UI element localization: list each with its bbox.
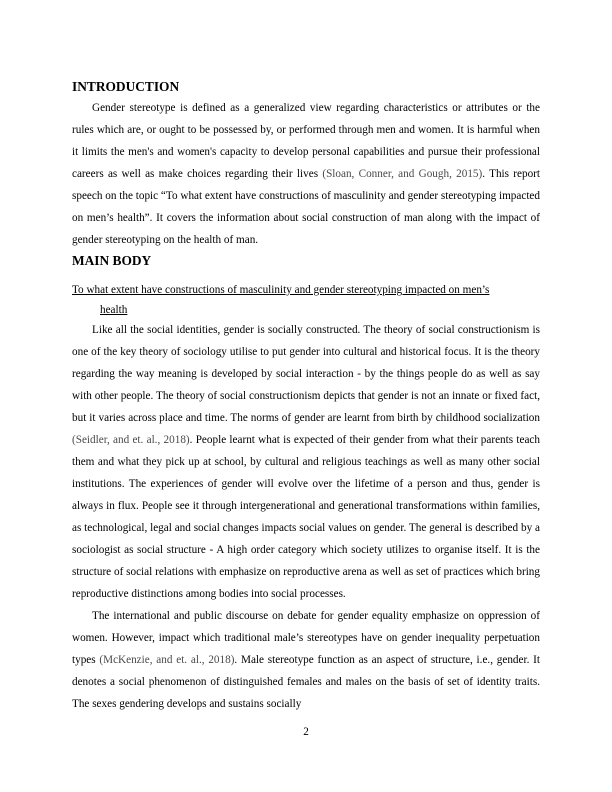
citation-seidler: (Seidler, and et. al., 2018) bbox=[72, 434, 190, 446]
introduction-paragraph bbox=[72, 97, 540, 251]
gender-equality-paragraph bbox=[72, 605, 540, 715]
main-body-heading: MAIN BODY bbox=[72, 253, 152, 268]
social-construction-text-start: Like all the social identities, gender is socially constructed. The theory of social constructionism is one of the key theory of sociology utilise to put gender into cultural and historical focus. It is the theory regarding the way meaning is developed by social interaction - by the things people do as well as say with other people. The theory of social constructionism depicts that gender is not an innate or fixed fact, but it varies across place and time. The norms of gender are learnt from birth by childhood socialization bbox=[72, 324, 540, 424]
page-number: 2 bbox=[303, 726, 309, 738]
introduction-text-start: Gender stereotype is defined as a generalized view regarding characteristics or attributes or the rules which are, or ought to be possessed by, or performed through men and women. It is harmful when it limits the men's and women's capacity to develop personal capabilities and pursue their professional careers as well as make choices regarding their lives bbox=[72, 102, 540, 180]
section-subheading: To what extent have constructions of masculinity and gender stereotyping impacted on men’s bbox=[72, 284, 490, 296]
gender-equality-text-end: . Male stereotype function as an aspect of structure, i.e., gender. It denotes a social phenomenon of distinguished females and males on the basis of set of identity traits. The sexes gendering develops and sustains socially bbox=[72, 654, 541, 710]
introduction-text-end: . This report speech on the topic “To what extent have constructions of masculinity and gender stereotyping impacted on men’s health”. It covers the information about social construction of man along with the impact of gender stereotyping on the health of man. bbox=[72, 168, 541, 246]
section-subheading-continued: health bbox=[100, 304, 128, 316]
social-construction-paragraph bbox=[72, 319, 540, 605]
citation-mckenzie: (McKenzie, and et. al., 2018) bbox=[99, 654, 235, 666]
gender-equality-text-start: The international and public discourse on debate for gender equality emphasize on oppression of women. However, impact which traditional male’s stereotypes have on gender inequality perpetuation types bbox=[72, 610, 540, 666]
social-construction-text-end: . People learnt what is expected of their gender from what their parents teach them and what they pick up at school, by cultural and religious teachings as well as many other social institutions. The experiences of gender will evolve over the lifetime of a person and thus, gender is always in flux. People see it through intergenerational and generational transformations within families, as technological, legal and social changes impacts social values on gender. The general is described by a sociologist as social structure - A high order category which society utilizes to organise itself. It is the structure of social relations with emphasize on reproductive arena as well as set of practices which bring reproductive distinctions among bodies into social processes. bbox=[72, 434, 540, 600]
introduction-heading: INTRODUCTION bbox=[72, 79, 180, 94]
citation-sloan: (Sloan, Conner, and Gough, 2015) bbox=[322, 168, 483, 180]
